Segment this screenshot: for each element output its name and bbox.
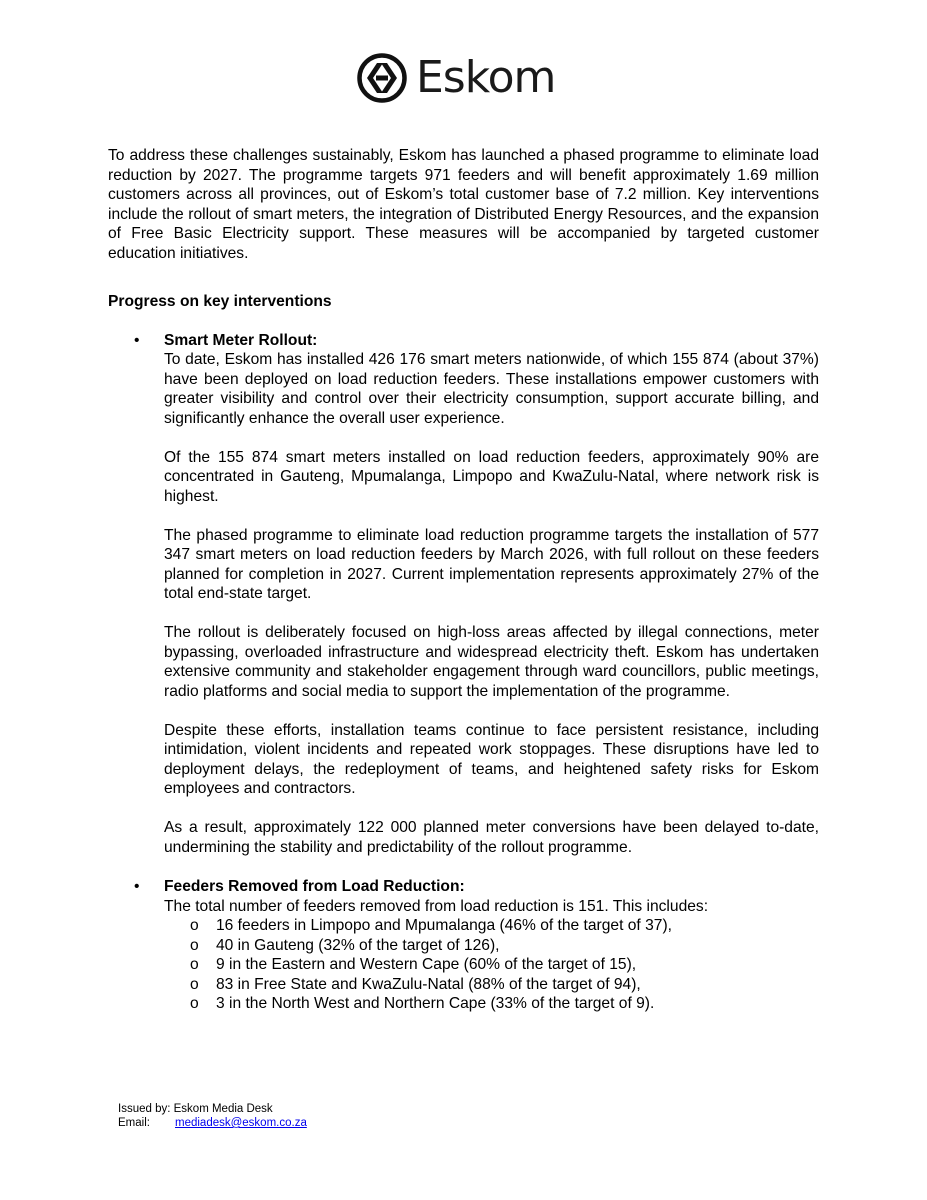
intro-paragraph: To address these challenges sustainably, Eskom has launched a phased programme to eliminate load reduction by 2027. The programme targets 971 feeders and will benefit approximately 1.69 million customers across all provinces, out of Eskom’s total customer base of 7.2 million. Key interventions include the rollout of smart meters, the integration of Distributed Energy Resources, and the expansion of Free Basic Electricity support. These measures will be accompanied by targeted customer education initiatives. — [108, 147, 819, 262]
section-heading: Progress on key interventions — [108, 293, 332, 310]
body-paragraph: The phased programme to eliminate load reduction programme targets the installation of 577 347 smart meters on load reduction feeders by March 2026, with full rollout on these feeders planned for completion in 2027. Current implementation represents approximately 27% of the total end-state target. — [164, 526, 819, 602]
body-paragraph: Of the 155 874 smart meters installed on load reduction feeders, approximately 90% are concentrated in Gauteng, Mpumalanga, Limpopo and KwaZulu-Natal, where network risk is highest. — [164, 448, 819, 505]
list-item — [190, 975, 819, 995]
bullet-marker: • — [134, 331, 140, 349]
sub-bullet-marker: o — [190, 975, 199, 993]
sub-bullet-marker: o — [190, 956, 199, 973]
bullet-title: Smart Meter Rollout: — [164, 331, 318, 349]
email-label: Email: — [118, 1117, 150, 1129]
body-paragraph: Despite these efforts, installation teams continue to face persistent resistance, including intimidation, violent incidents and repeated work stoppages. These disruptions have led to deployment delays, the redeployment of teams, and heightened safety risks for Eskom employees and contractors. — [164, 721, 819, 797]
list-item-text: 3 in the North West and Northern Cape (33% of the target of 9). — [216, 995, 655, 1012]
eskom-logo — [356, 52, 555, 104]
list-item-text: 16 feeders in Limpopo and Mpumalanga (46% of the target of 37), — [216, 917, 672, 934]
email-row — [118, 1116, 307, 1130]
list-item — [190, 955, 819, 975]
bullet-title: Feeders Removed from Load Reduction: — [164, 878, 465, 895]
bullet-feeders-removed — [108, 877, 819, 1014]
eskom-symbol-icon — [356, 52, 408, 104]
bullet-smart-meter-rollout — [108, 331, 819, 858]
body-paragraph: To date, Eskom has installed 426 176 smart meters nationwide, of which 155 874 (about 37%) have been deployed on load reduction feeders. These installations empower customers with greater visibility and control over their electricity consumption, support accurate billing, and significantly enhance the overall user experience. — [164, 351, 819, 427]
bullet-marker: • — [134, 878, 140, 895]
issued-by-row — [118, 1102, 307, 1116]
body-paragraph: The total number of feeders removed from load reduction is 151. This includes: — [164, 897, 709, 915]
list-item-text: 9 in the Eastern and Western Cape (60% of the target of 15), — [216, 956, 637, 973]
body-paragraph: As a result, approximately 122 000 planned meter conversions have been delayed to-date, undermining the stability and predictability of the rollout programme. — [164, 819, 819, 856]
list-item — [190, 916, 819, 936]
body-paragraph: The rollout is deliberately focused on high-loss areas affected by illegal connections, meter bypassing, overloaded infrastructure and widespread electricity theft. Eskom has undertaken extensive community and stakeholder engagement through ward councillors, public meetings, radio platforms and social media to support the implementation of the programme. — [164, 624, 819, 700]
list-item-text: 40 in Gauteng (32% of the target of 126), — [216, 936, 500, 954]
sub-bullet-marker: o — [190, 917, 199, 934]
document-body — [108, 146, 819, 1014]
list-item-text: 83 in Free State and KwaZulu-Natal (88% of the target of 94), — [216, 975, 641, 993]
issued-by-label: Issued by: — [118, 1103, 171, 1115]
email-link[interactable]: mediadesk@eskom.co.za — [175, 1117, 307, 1129]
brand-name: Eskom — [416, 52, 556, 103]
issued-by-value: Eskom Media Desk — [173, 1103, 273, 1115]
sub-bullet-marker: o — [190, 936, 199, 954]
list-item — [190, 994, 819, 1014]
feeder-sublist — [164, 916, 819, 1014]
sub-bullet-marker: o — [190, 995, 199, 1012]
document-footer — [118, 1102, 307, 1130]
list-item — [190, 936, 819, 956]
